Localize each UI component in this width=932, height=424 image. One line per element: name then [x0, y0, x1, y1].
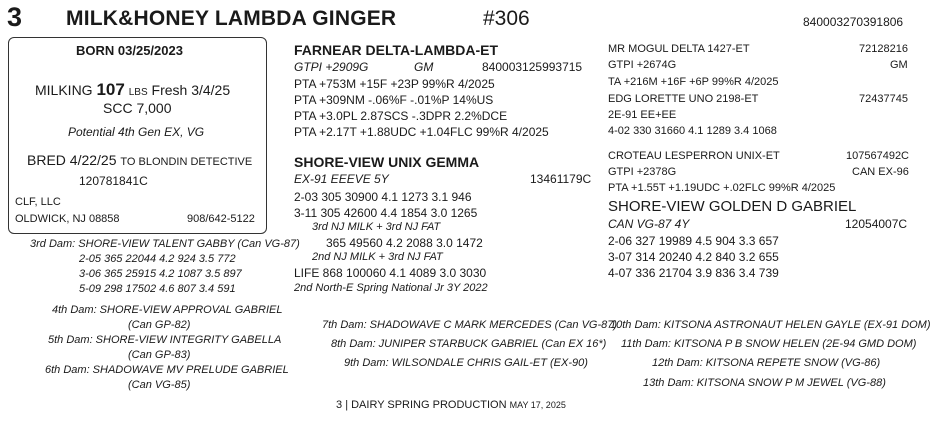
fifth-dam-line2: (Can GP-83) — [128, 349, 191, 361]
scc: SCC 7,000 — [103, 100, 172, 116]
dam-dam-record-3: 4-07 336 21704 3.9 836 3.4 739 — [608, 266, 779, 280]
footer-date: MAY 17, 2025 — [509, 400, 566, 410]
sire-reg: 840003125993715 — [482, 60, 583, 74]
tag-number: #306 — [483, 7, 530, 30]
milking-lbs-value: 107 — [96, 80, 125, 99]
dam-sire-gtpi: GTPI +2378G — [608, 166, 677, 178]
sixth-dam-line2: (Can VG-85) — [128, 379, 191, 391]
sire-dam-reg: 72437745 — [859, 93, 908, 105]
owner-name: CLF, LLC — [15, 196, 61, 208]
fifth-dam-line1: 5th Dam: SHORE-VIEW INTEGRITY GABELLA — [48, 334, 282, 346]
dam-life: LIFE 868 100060 4.1 4089 3.0 3030 — [294, 266, 487, 280]
footer — [336, 399, 566, 411]
sire-dam-name: EDG LORETTE UNO 2198-ET — [608, 93, 759, 105]
dam-sire-name: CROTEAU LESPERRON UNIX-ET — [608, 150, 780, 162]
sire-sire-name: MR MOGUL DELTA 1427-ET — [608, 43, 750, 55]
fourth-dam-line1: 4th Dam: SHORE-VIEW APPROVAL GABRIEL — [52, 304, 283, 316]
dam-award-3: 2nd North-E Spring National Jr 3Y 2022 — [294, 282, 488, 294]
dam-dam-class: CAN VG-87 4Y — [608, 217, 690, 231]
sire-sire-reg: 72128216 — [859, 43, 908, 55]
twelfth-dam: 12th Dam: KITSONA REPETE SNOW (VG-86) — [652, 357, 881, 369]
footer-separator: | — [345, 399, 349, 411]
dam-name: SHORE-VIEW UNIX GEMMA — [294, 154, 480, 170]
dam-record-2: 3-11 305 42600 4.4 1854 3.0 1265 — [294, 206, 478, 220]
sixth-dam-line1: 6th Dam: SHADOWAVE MV PRELUDE GABRIEL — [45, 364, 289, 376]
dam-award-1: 3rd NJ MILK + 3rd NJ FAT — [312, 221, 441, 233]
dam-dam-record-1: 2-06 327 19989 4.5 904 3.3 657 — [608, 234, 779, 248]
milking-fresh: Fresh 3/4/25 — [151, 82, 231, 98]
fourth-dam-line2: (Can GP-82) — [128, 319, 191, 331]
dam-dam-reg: 12054007C — [845, 217, 908, 231]
bred-line — [27, 152, 252, 168]
milking-lbs-unit: LBS — [128, 87, 148, 98]
dam-sire-pta: PTA +1.55T +1.19UDC +.02FLC 99%R 4/2025 — [608, 182, 836, 194]
dam-dam-record-2: 3-07 314 20240 4.2 840 3.2 655 — [608, 250, 779, 264]
sire-sire-gtpi: GTPI +2674G — [608, 59, 677, 71]
footer-page: 3 — [336, 399, 343, 411]
third-dam-record-3: 5-09 298 17502 4.6 807 3.4 591 — [79, 283, 236, 295]
sire-pta-3: PTA +3.0PL 2.87SCS -.3DPR 2.2%DCE — [294, 109, 508, 123]
dam-record-1: 2-03 305 30900 4.1 1273 3.1 946 — [294, 190, 472, 204]
dam-sire-reg: 107567492C — [846, 150, 910, 162]
dam-sire-can: CAN EX-96 — [852, 166, 909, 178]
sire-gm: GM — [414, 60, 434, 74]
milking-line — [35, 80, 230, 100]
sire-pta-4: PTA +2.17T +1.88UDC +1.04FLC 99%R 4/2025 — [294, 125, 549, 139]
thirteenth-dam: 13th Dam: KITSONA SNOW P M JEWEL (VG-88) — [643, 377, 886, 389]
tenth-dam: 10th Dam: KITSONA ASTRONAUT HELEN GAYLE (EX-91 DOM) — [610, 319, 931, 331]
bred-sire-reg: 120781841C — [79, 174, 148, 188]
dam-dam-name: SHORE-VIEW GOLDEN D GABRIEL — [608, 198, 857, 215]
sire-gtpi: GTPI +2909G — [294, 60, 369, 74]
owner-address: OLDWICK, NJ 08858 — [15, 213, 120, 225]
footer-title: DAIRY SPRING PRODUCTION — [351, 399, 507, 411]
sire-sire-gm: GM — [890, 59, 908, 71]
dam-award-2: 2nd NJ MILK + 3rd NJ FAT — [312, 251, 443, 263]
seventh-dam: 7th Dam: SHADOWAVE C MARK MERCEDES (Can VG-87) — [322, 319, 618, 331]
potential: Potential 4th Gen EX, VG — [68, 125, 205, 139]
eighth-dam: 8th Dam: JUNIPER STARBUCK GABRIEL (Can EX 16*) — [331, 338, 607, 350]
eleventh-dam: 11th Dam: KITSONA P B SNOW HELEN (2E-94 GMD DOM) — [621, 338, 917, 350]
ninth-dam: 9th Dam: WILSONDALE CHRIS GAIL-ET (EX-90) — [344, 357, 588, 369]
sire-sire-ta: TA +216M +16F +6P 99%R 4/2025 — [608, 76, 779, 88]
sire-name: FARNEAR DELTA-LAMBDA-ET — [294, 42, 499, 58]
dam-class: EX-91 EEEVE 5Y — [294, 172, 389, 186]
bred-to: TO BLONDIN DETECTIVE — [120, 156, 253, 168]
sire-pta-1: PTA +753M +15F +23P 99%R 4/2025 — [294, 77, 495, 91]
owner-phone: 908/642-5122 — [187, 213, 255, 225]
info-box — [8, 37, 267, 234]
animal-name: MILK&HONEY LAMBDA GINGER — [66, 7, 397, 30]
third-dam-record-1: 2-05 365 22044 4.2 924 3.5 772 — [79, 253, 236, 265]
dam-reg: 13461179C — [530, 172, 592, 186]
registration-number: 840003270391806 — [803, 15, 904, 29]
sire-pta-2: PTA +309NM -.06%F -.01%P 14%US — [294, 93, 494, 107]
third-dam-title: 3rd Dam: SHORE-VIEW TALENT GABBY (Can VG-87) — [30, 238, 300, 250]
third-dam-record-2: 3-06 365 25915 4.2 1087 3.5 897 — [79, 268, 242, 280]
sire-dam-class: 2E-91 EE+EE — [608, 109, 677, 121]
dam-record-3: 365 49560 4.2 2088 3.0 1472 — [326, 236, 483, 250]
lot-number: 3 — [7, 2, 23, 32]
bred-date: BRED 4/22/25 — [27, 152, 117, 168]
born-date: BORN 03/25/2023 — [76, 43, 183, 58]
sire-dam-record: 4-02 330 31660 4.1 1289 3.4 1068 — [608, 125, 777, 137]
milking-label: MILKING — [35, 82, 93, 98]
